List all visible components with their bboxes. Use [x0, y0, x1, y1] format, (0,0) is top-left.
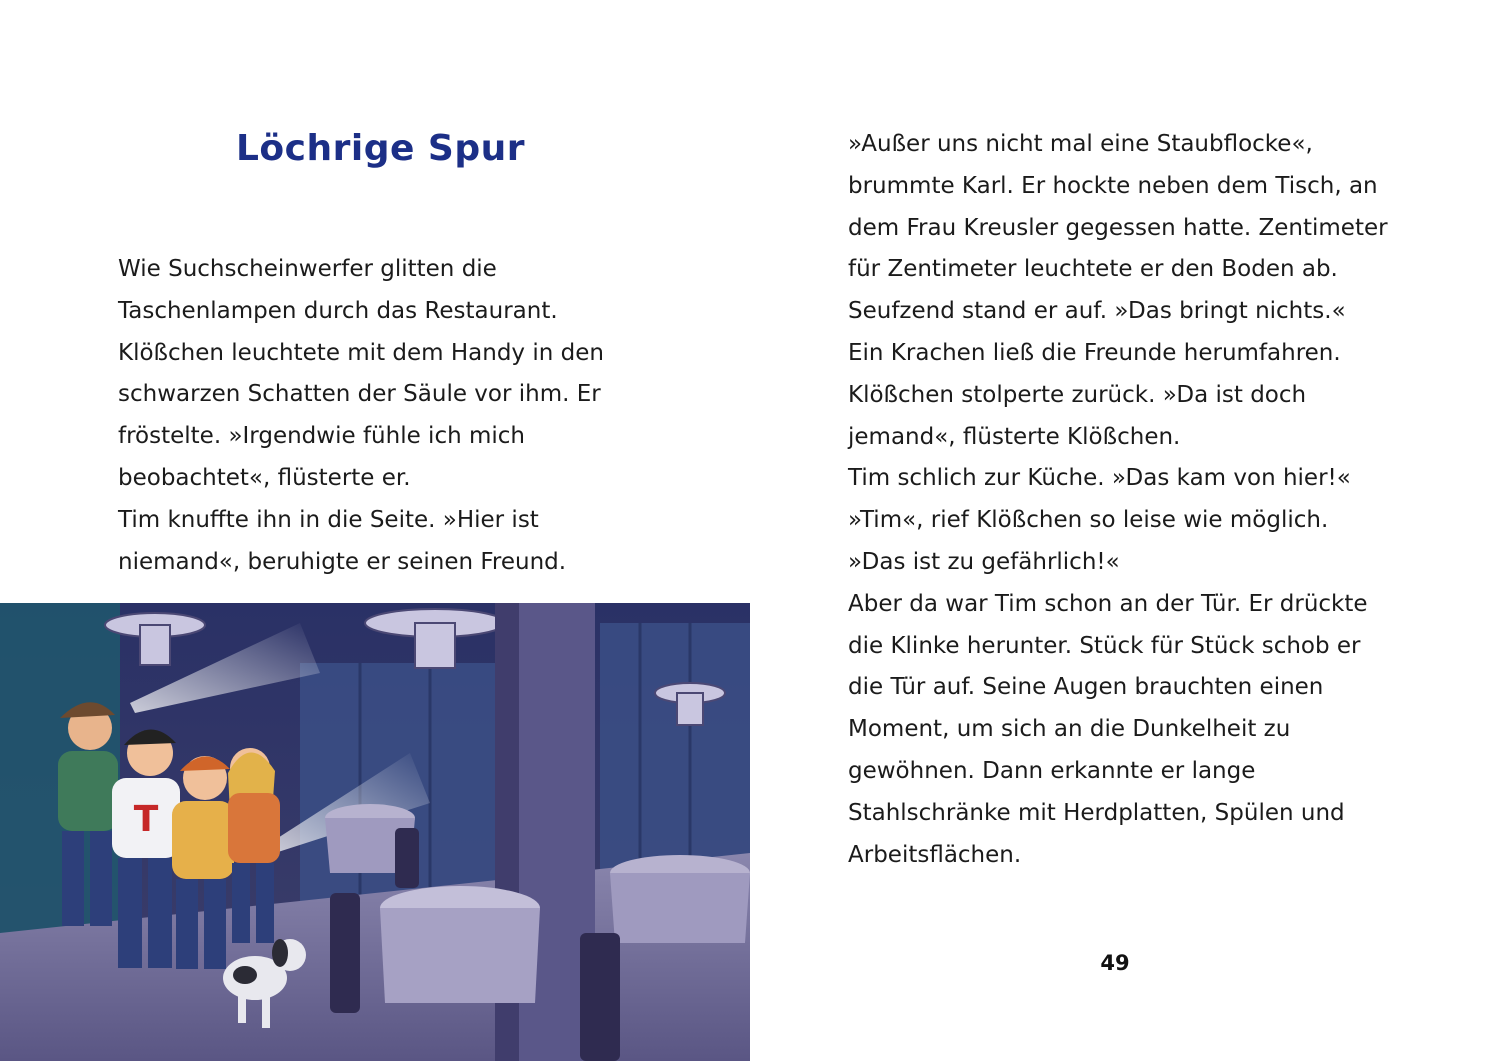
text-line: für Zentimeter leuchtete er den Boden ab.: [848, 256, 1338, 283]
text-line: Tim knuffte ihn in die Seite. »Hier ist: [118, 506, 539, 533]
text-line: »Tim«, rief Klößchen so leise wie möglich.: [848, 507, 1329, 534]
text-line: Moment, um sich an die Dunkelheit zu: [848, 716, 1291, 743]
text-line: die Tür auf. Seine Augen brauchten einen: [848, 674, 1324, 701]
page-number: 49: [1100, 951, 1130, 975]
text-line: fröstelte. »Irgendwie fühle ich mich: [118, 423, 525, 450]
text-line: Klößchen stolperte zurück. »Da ist doch: [848, 381, 1307, 408]
text-line: brummte Karl. Er hockte neben dem Tisch, an: [848, 172, 1378, 199]
text-line: gewöhnen. Dann erkannte er lange: [848, 757, 1256, 784]
text-line: »Außer uns nicht mal eine Staubflocke«,: [848, 131, 1313, 157]
left-text-column: [118, 249, 604, 583]
illustration-svg: [0, 603, 750, 1061]
text-line: Arbeitsflächen.: [848, 841, 1022, 868]
text-line: Taschenlampen durch das Restaurant.: [118, 297, 558, 324]
text-line: beobachtet«, flüsterte er.: [118, 464, 411, 491]
chapter-title: Löchrige Spur: [235, 128, 526, 169]
window-right: [600, 623, 750, 883]
text-line: schwarzen Schatten der Säule vor ihm. Er: [118, 381, 601, 408]
restaurant-illustration: [0, 603, 750, 1061]
text-line: niemand«, beruhigte er seinen Freund.: [118, 548, 567, 575]
text-line: dem Frau Kreusler gegessen hatte. Zentimeter: [848, 214, 1388, 241]
text-line: Stahlschränke mit Herdplatten, Spülen und: [848, 799, 1345, 826]
text-line: »Das ist zu gefährlich!«: [848, 548, 1120, 575]
shirt-letter: T: [133, 799, 159, 840]
text-line: Klößchen leuchtete mit dem Handy in den: [118, 339, 604, 366]
text-line: jemand«, flüsterte Klößchen.: [848, 423, 1181, 450]
text-line: Seufzend stand er auf. »Das bringt nichts.«: [848, 298, 1346, 325]
text-line: Wie Suchscheinwerfer glitten die: [118, 256, 497, 282]
text-line: Aber da war Tim schon an der Tür. Er drückte: [848, 590, 1368, 617]
right-text-column: [848, 124, 1388, 876]
text-line: die Klinke herunter. Stück für Stück schob er: [848, 632, 1361, 659]
text-line: Ein Krachen ließ die Freunde herumfahren.: [848, 339, 1341, 366]
text-line: Tim schlich zur Küche. »Das kam von hier!«: [848, 465, 1351, 492]
